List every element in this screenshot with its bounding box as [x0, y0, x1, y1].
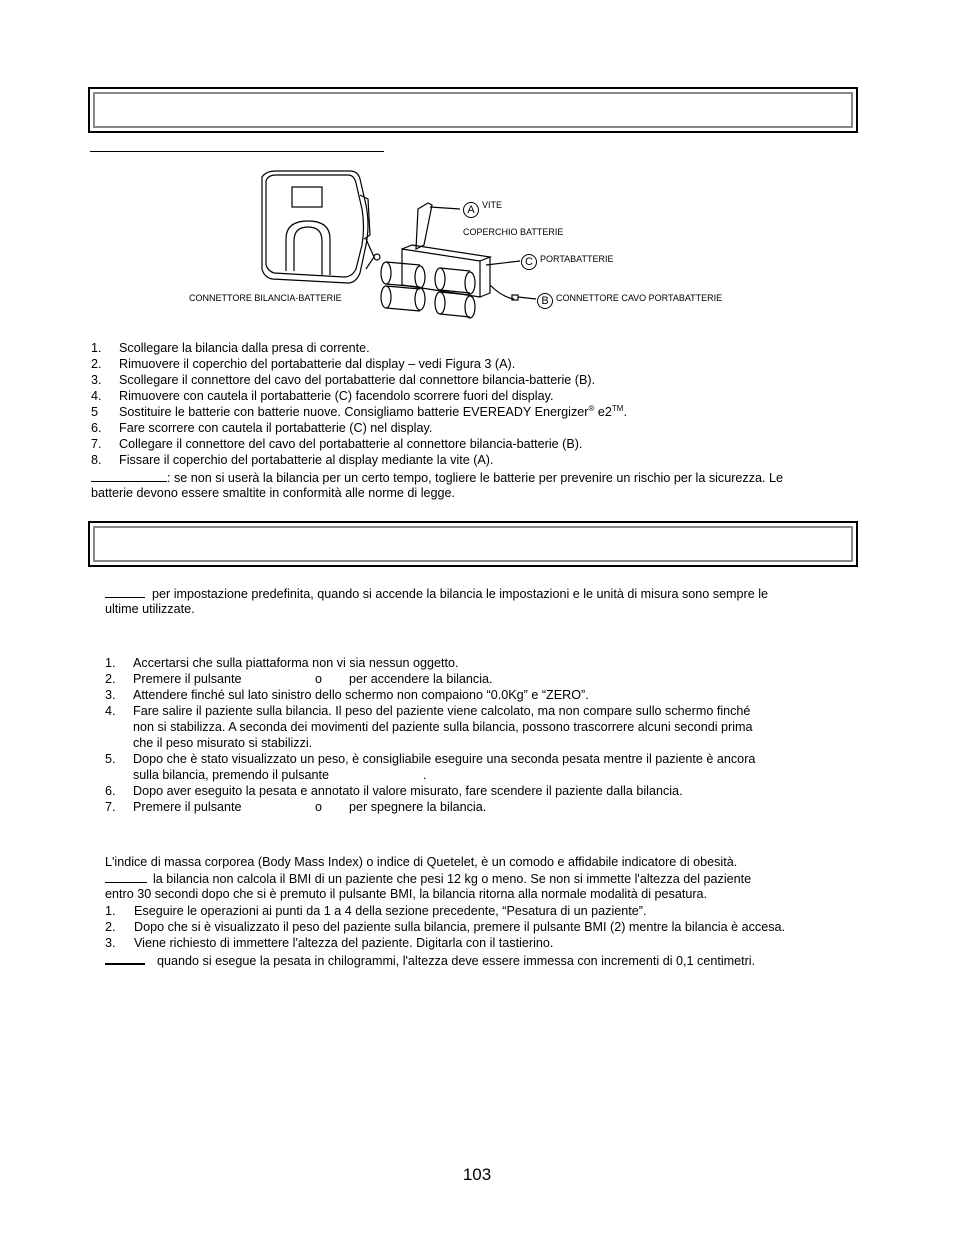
step-number: 3.	[91, 373, 102, 387]
step-text-after: per accendere la bilancia.	[349, 672, 493, 686]
note-label-blank	[91, 469, 167, 482]
step-text: Rimuovere il coperchio del portabatterie dal display – vedi Figura 3 (A).	[119, 357, 516, 371]
step-text-after: per spegnere la bilancia.	[349, 800, 487, 814]
step-text: Eseguire le operazioni ai punti da 1 a 4 della sezione precedente, “Pesatura di un paziente”.	[134, 904, 647, 918]
step-number: 5	[91, 405, 99, 419]
weigh-steps	[105, 655, 845, 815]
step-number: 1.	[105, 656, 116, 670]
list-item	[105, 751, 845, 783]
step-number: 6.	[91, 421, 102, 435]
step-number: 1.	[91, 341, 102, 355]
battery-figure	[180, 165, 780, 325]
step-text: Dopo aver eseguito la pesata e annotato il valore misurato, fare scendere il paziente dalla bilancia.	[133, 784, 683, 798]
step-number: 2.	[105, 672, 116, 686]
step-text: Scollegare la bilancia dalla presa di corrente.	[119, 341, 370, 355]
step-number: 4.	[105, 704, 116, 718]
step-number: 3.	[105, 936, 116, 950]
step-text: Dopo che è stato visualizzato un peso, è consigliabile eseguire una seconda pesata mentre il paziente è ancora	[133, 752, 756, 766]
section-header-box-batteries	[88, 87, 858, 133]
label-connettore-bilancia: CONNETTORE BILANCIA-BATTERIE	[189, 293, 342, 303]
bmi-note-line-2: entro 30 secondi dopo che si è premuto il pulsante BMI, la bilancia ritorna alla normale modalità di pesatura.	[105, 887, 708, 901]
default-note-line-2: ultime utilizzate.	[105, 602, 195, 616]
step-text	[119, 404, 627, 420]
step-text: Fare scorrere con cautela il portabatterie (C) nel display.	[119, 421, 433, 435]
list-item	[105, 703, 845, 751]
step-text: Fissare il coperchio del portabatterie al display mediante la vite (A).	[119, 453, 494, 467]
step-text-end: .	[423, 768, 427, 782]
step-text-or: o	[315, 672, 323, 686]
label-coperchio: COPERCHIO BATTERIE	[463, 227, 564, 237]
step-text: sulla bilancia, premendo il pulsante	[133, 768, 330, 782]
step-text: Collegare il connettore del cavo del portabatterie al connettore bilancia-batterie (B).	[119, 437, 583, 451]
step-number: 4.	[91, 389, 102, 403]
step-text: non si stabilizza. A seconda dei movimenti del paziente sulla bilancia, possono trascorrere alcuni secondi prima	[133, 720, 753, 734]
page-number: 103	[462, 1165, 492, 1184]
list-item	[105, 783, 845, 799]
note-line-1: : se non si userà la bilancia per un certo tempo, togliere le batterie per prevenire un rischio per la sicurezza. Le	[167, 471, 784, 485]
kg-note-text: quando si esegue la pesata in chilogrammi, l'altezza deve essere immessa con incrementi di 0,1 centimetri.	[157, 954, 756, 968]
step-number: 7.	[105, 800, 116, 814]
subheading-underline	[90, 151, 384, 152]
registered-mark: ®	[588, 403, 595, 413]
step-text: che il peso misurato si stabilizzi.	[133, 736, 313, 750]
step-text: Scollegare il connettore del cavo del portabatterie dal connettore bilancia-batterie (B).	[119, 373, 596, 387]
step-text-or: o	[315, 800, 323, 814]
note-label-blank	[105, 951, 145, 965]
list-item	[105, 687, 845, 703]
label-portabatterie: PORTABATTERIE	[540, 254, 614, 264]
step-text: Premere il pulsante	[133, 672, 242, 686]
step-text-end: .	[623, 405, 627, 419]
list-item	[105, 671, 845, 687]
step-number: 8.	[91, 453, 102, 467]
step-text: Dopo che si è visualizzato il peso del paziente sulla bilancia, premere il pulsante BMI (2) mentre la bilancia è accesa.	[134, 920, 786, 934]
bmi-intro: L'indice di massa corporea (Body Mass Index) o indice di Quetelet, è un comodo e affidabile indicatore di obesità.	[105, 855, 738, 869]
label-c-circle: C	[521, 254, 537, 270]
step-text: Attendere finché sul lato sinistro dello schermo non compaiono “0.0Kg” e “ZERO”.	[133, 688, 589, 702]
battery-note	[91, 469, 783, 486]
label-b-circle: B	[537, 293, 553, 309]
step-number: 1.	[105, 904, 116, 918]
battery-note-line-2: batterie devono essere smaltite in conformità alle norme di legge.	[91, 486, 456, 500]
step-text: Rimuovere con cautela il portabatterie (C) facendolo scorrere fuori del display.	[119, 389, 554, 403]
label-a-circle: A	[463, 202, 479, 218]
list-item	[105, 655, 845, 671]
step-text: Viene richiesto di immettere l'altezza del paziente. Digitarla con il tastierino.	[134, 936, 554, 950]
section-header-box-operation	[88, 521, 858, 567]
note-label-blank	[105, 870, 147, 883]
default-note	[105, 585, 768, 602]
note-line-1: la bilancia non calcola il BMI di un paziente che pesi 12 kg o meno. Se non si immette l'altezza del paziente	[153, 872, 752, 886]
step-text: Accertarsi che sulla piattaforma non vi sia nessun oggetto.	[133, 656, 459, 670]
step-text: Fare salire il paziente sulla bilancia. Il peso del paziente viene calcolato, ma non compare sullo schermo finché	[133, 704, 751, 718]
step-number: 2.	[91, 357, 102, 371]
note-line-1: per impostazione predefinita, quando si accende la bilancia le impostazioni e le unità di misura sono sempre le	[152, 587, 769, 601]
trademark-mark: TM	[611, 403, 624, 413]
step-text-main: Sostituire le batterie con batterie nuove. Consigliamo batterie EVEREADY Energizer	[119, 405, 589, 419]
step-text-e2: e2	[594, 405, 612, 419]
list-item	[105, 799, 845, 815]
note-label-blank	[105, 585, 145, 598]
step-number: 3.	[105, 688, 116, 702]
bmi-kg-note	[105, 951, 755, 969]
step-number: 5.	[105, 752, 116, 766]
step-text: Premere il pulsante	[133, 800, 242, 814]
step-number: 2.	[105, 920, 116, 934]
step-number: 7.	[91, 437, 102, 451]
step-number: 6.	[105, 784, 116, 798]
label-vite: VITE	[482, 200, 503, 210]
bmi-note	[105, 870, 751, 887]
label-connettore-cavo: CONNETTORE CAVO PORTABATTERIE	[556, 293, 723, 303]
